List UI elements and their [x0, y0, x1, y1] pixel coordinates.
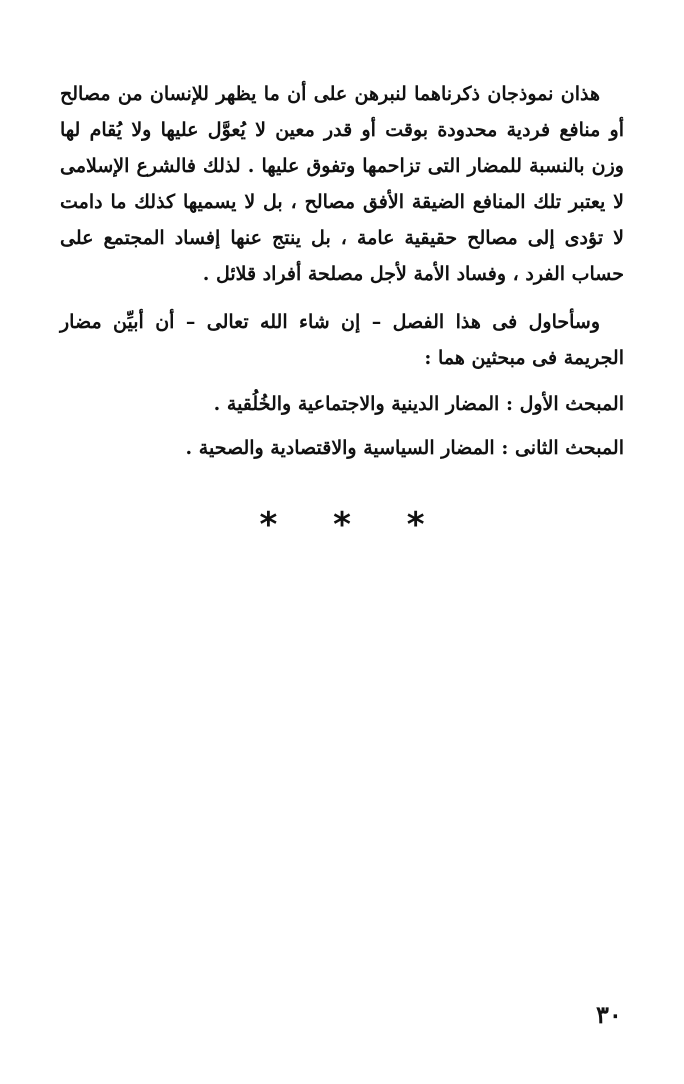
section-second: المبحث الثانى : المضار السياسية والاقتصادية والصحية .: [185, 437, 624, 459]
asterisk-left: *: [259, 505, 278, 545]
asterisk-separator: [0, 505, 684, 545]
page-number: ٣٠: [596, 1000, 622, 1029]
paragraph-intro: هذان نموذجان ذكرناهما لنبرهن على أن ما يظهر للإنسان من مصالح أو منافع فردية محدودة بوقت أو قدر معين لا يُعوَّل عليها ولا يُقام لها وزن بالنسبة للمضار التى تزاحمها وتفوق عليها . لذلك فالشرع الإسلامى لا يعتبر تلك المنافع الضيقة الأفق مصالح ، بل لا يسميها كذلك ما دامت لا تؤدى إلى مصالح حقيقية عامة ، بل ينتج عنها إفساد المجتمع على حساب الفرد ، وفساد الأمة لأجل مصلحة أفراد قلائل .: [60, 83, 624, 285]
asterisk-middle: *: [333, 505, 351, 545]
asterisk-right: *: [406, 505, 425, 545]
section-first: المبحث الأول : المضار الدينية والاجتماعية والخُلُقية .: [213, 393, 624, 415]
paragraph-chapter-plan: وسأحاول فى هذا الفصل – إن شاء الله تعالى – أن أبيِّن مضار الجريمة فى مبحثين هما :: [60, 311, 624, 369]
page-body-text: [60, 76, 624, 470]
sections-list: [60, 382, 624, 470]
